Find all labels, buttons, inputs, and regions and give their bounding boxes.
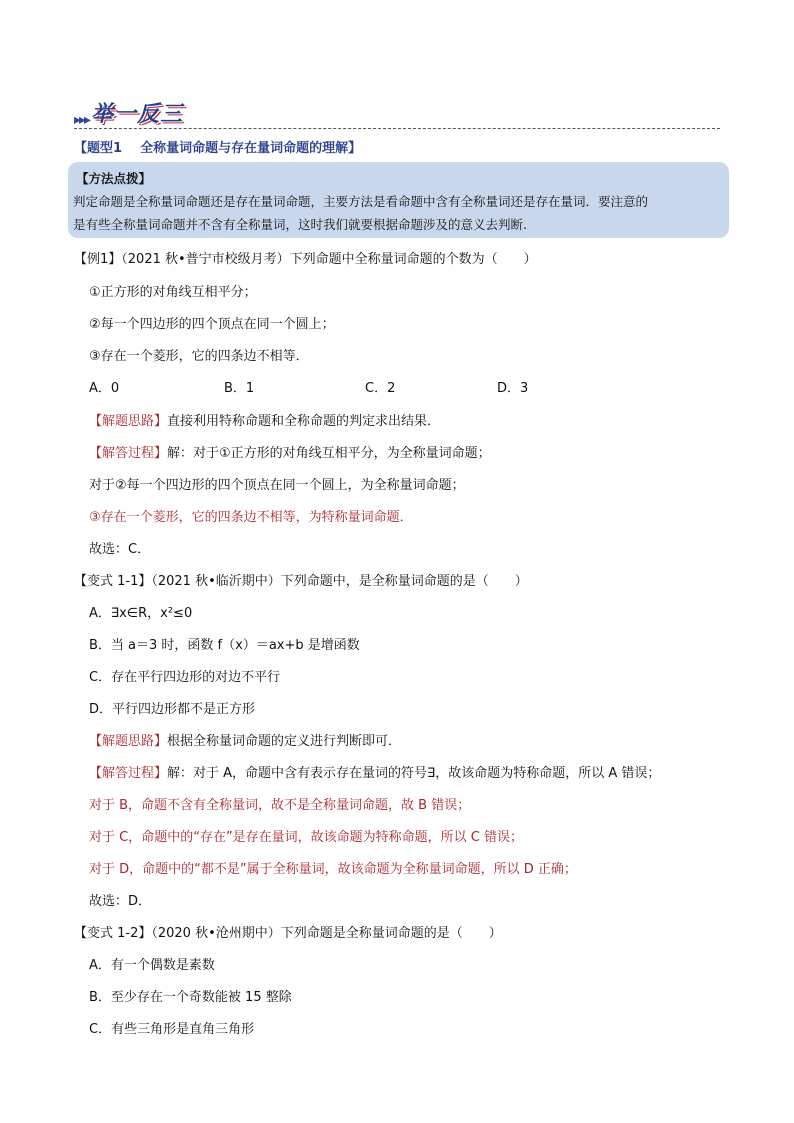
idea-text: 直接利用特称命题和全称命题的判定求出结果． — [167, 414, 441, 429]
variant1-answer: 故选：D． — [89, 894, 152, 909]
example1-idea — [89, 410, 440, 429]
example1-stem: 【例1】（2021 秋•普宁市校级月考）下列命题中全称量词命题的个数为（ ） — [74, 252, 537, 267]
tip-line-1: 判定命题是全称量词命题还是存在量词命题，主要方法是看命题中含有全称量词还是存在量词．要注意的 — [73, 194, 649, 209]
process-label: 【解答过程】 — [89, 446, 168, 461]
variant1-process-3: 对于 C，命题中的“存在”是存在量词，故该命题为特称命题，所以 C 错误； — [89, 830, 524, 845]
question-type-heading — [74, 137, 361, 156]
example1-option-a: A．0 — [89, 381, 120, 396]
variant2-stem: 【变式 1-2】（2020 秋•沧州期中）下列命题是全称量词命题的是（ ） — [74, 926, 502, 941]
example1-item-1: ①正方形的对角线互相平分； — [89, 285, 257, 300]
example1-process-3: ③存在一个菱形，它的四条边不相等，为特称量词命题． — [89, 510, 413, 525]
variant1-process-2: 对于 B，命题不含有全称量词，故不是全称量词命题，故 B 错误； — [89, 798, 471, 813]
example1-option-d: D．3 — [497, 381, 529, 396]
method-tip-box — [68, 162, 729, 238]
idea-text: 根据全称量词命题的定义进行判断即可． — [167, 734, 402, 749]
tip-line-2: 是有些全称量词命题并不含有全称量词，这时我们就要根据命题涉及的意义去判断. — [73, 217, 527, 232]
dashed-divider — [74, 128, 720, 129]
process-text: 解：对于 A，命题中含有表示存在量词的符号∃，故该命题为特称命题，所以 A 错误； — [167, 766, 661, 781]
example1-answer: 故选：C． — [89, 542, 151, 557]
variant2-option-b: B．至少存在一个奇数能被 15 整除 — [89, 990, 292, 1005]
banner-title: 举一反三 — [91, 102, 184, 127]
example1-process-1 — [89, 442, 491, 461]
variant1-option-d: D．平行四边形都不是正方形 — [89, 702, 256, 717]
variant1-option-c: C．存在平行四边形的对边不平行 — [89, 670, 281, 685]
tip-title: 【方法点拨】 — [76, 171, 152, 186]
example1-item-3: ③存在一个菱形，它的四条边不相等． — [89, 349, 309, 364]
variant1-option-b: B．当 a＝3 时，函数 f（x）＝ax+b 是增函数 — [89, 638, 360, 653]
heading-title: 全称量词命题与存在量词命题的理解】 — [140, 141, 362, 156]
variant1-stem: 【变式 1-1】（2021 秋•临沂期中）下列命题中，是全称量词命题的是（ ） — [74, 574, 528, 589]
variant1-option-a: A．∃x∈R，x²≤0 — [89, 606, 193, 621]
process-label: 【解答过程】 — [89, 766, 168, 781]
idea-label: 【解题思路】 — [89, 734, 168, 749]
process-text: 解：对于①正方形的对角线互相平分，为全称量词命题； — [167, 446, 491, 461]
variant1-idea — [89, 730, 401, 749]
variant2-option-a: A．有一个偶数是素数 — [89, 958, 215, 973]
section-banner — [74, 98, 183, 128]
heading-label: 【题型1 — [74, 141, 123, 156]
variant1-process-4: 对于 D，命题中的“都不是”属于全称量词，故该命题为全称量词命题，所以 D 正确； — [89, 862, 577, 877]
example1-process-2: 对于②每一个四边形的四个顶点在同一个圆上，为全称量词命题； — [89, 478, 465, 493]
example1-option-b: B．1 — [224, 381, 255, 396]
variant1-process-1 — [89, 762, 660, 781]
example1-option-c: C．2 — [365, 381, 396, 396]
variant2-option-c: C．有些三角形是直角三角形 — [89, 1022, 255, 1037]
idea-label: 【解题思路】 — [89, 414, 168, 429]
example1-item-2: ②每一个四边形的四个顶点在同一个圆上； — [89, 317, 335, 332]
triple-arrow-icon: ▸▸▸ — [74, 112, 90, 128]
